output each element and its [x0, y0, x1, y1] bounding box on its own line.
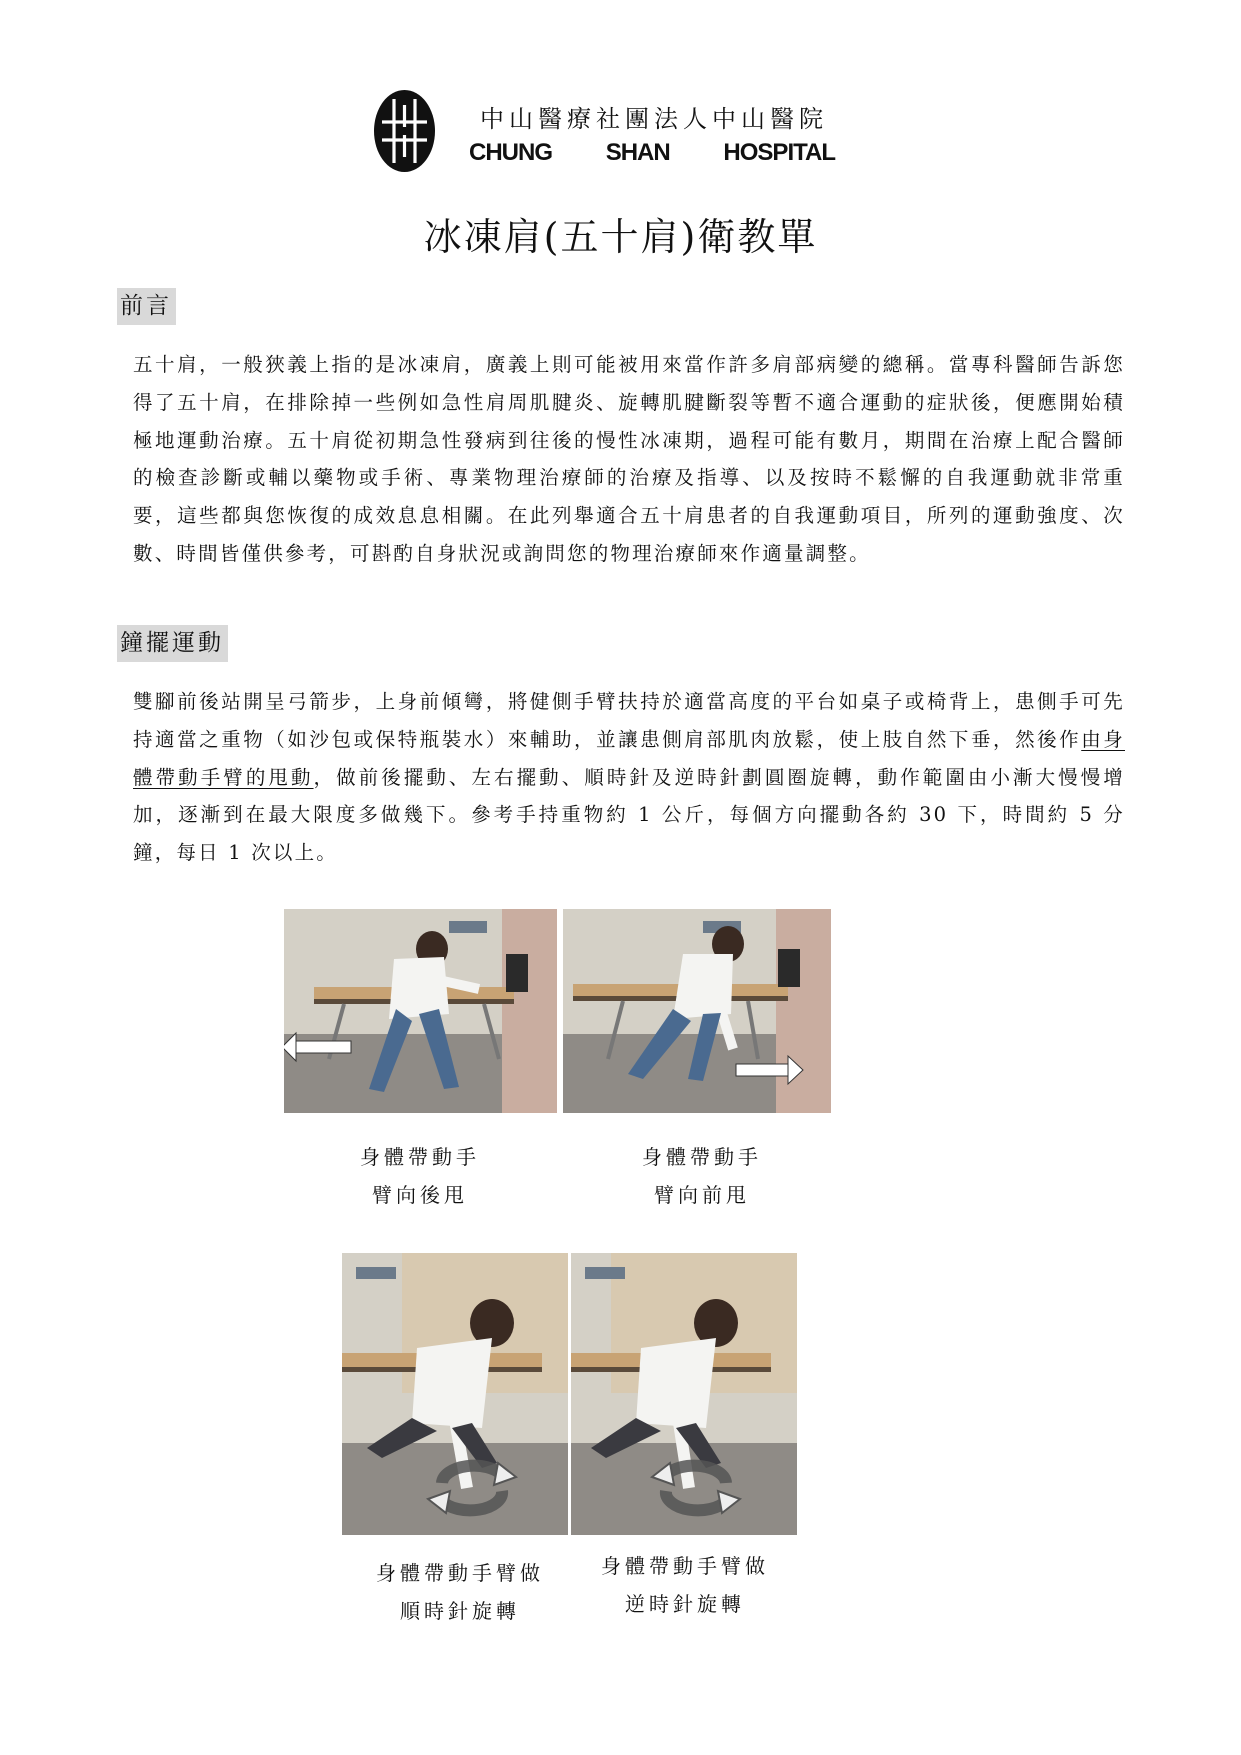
photo-rotate-clockwise: [342, 1253, 568, 1535]
caption-line: 臂向前甩: [654, 1183, 750, 1207]
caption-line: 臂向後甩: [372, 1183, 468, 1207]
hospital-name-word: HOSPITAL: [723, 139, 835, 166]
photo-swing-forward: [563, 909, 831, 1113]
hospital-name-chinese: 中山醫療社團法人中山醫院: [480, 105, 828, 133]
intro-paragraph: 五十肩，一般狹義上指的是冰凍肩，廣義上則可能被用來當作許多肩部病變的總稱。當專科醫師告訴您得了五十肩，在排除掉一些例如急性肩周肌腱炎、旋轉肌腱斷裂等暫不適合運動的症狀後，便應開始積極地運動治療。五十肩從初期急性發病到往後的慢性冰凍期，過程可能有數月，期間在治療上配合醫師的檢查診斷或輔以藥物或手術、專業物理治療師的治療及指導、以及按時不鬆懈的自我運動就非常重要，這些都與您恢復的成效息息相關。在此列舉適合五十肩患者的自我運動項目，所列的運動強度、次數、時間皆僅供參考，可斟酌自身狀況或詢問您的物理治療師來作適量調整。: [133, 353, 1125, 565]
pendulum-text: ，做前後擺動、左右擺動、順時針及逆時針劃圓圈旋轉，動作範圍由小漸大慢慢增加，逐漸到在最大限度多做幾下。參考手持重物約 1 公斤，每個方向擺動各約 30 下，時間約 5 分鐘，每日 1 次以上。: [133, 765, 1126, 865]
section-heading-intro: 前言: [117, 288, 176, 325]
caption-rotate-counterclockwise: [575, 1547, 795, 1623]
pendulum-text: 雙腳前後站開呈弓箭步，上身前傾彎，將健側手臂扶持於適當高度的平台如桌子或椅背上，患側手可先持適當之重物（如沙包或保特瓶裝水）來輔助，並讓患側肩部肌肉放鬆，使上肢自然下垂，然後作: [133, 690, 1125, 751]
document-title: 冰凍肩(五十肩)衛教單: [423, 215, 818, 259]
caption-line: 身體帶動手: [360, 1145, 480, 1169]
hospital-name-word: SHAN: [605, 139, 670, 166]
photo-swing-backward: [284, 909, 557, 1113]
caption-line: 逆時針旋轉: [625, 1592, 745, 1616]
caption-rotate-clockwise: [350, 1554, 570, 1630]
section-heading-pendulum: 鐘擺運動: [117, 625, 228, 662]
caption-swing-forward: [612, 1138, 792, 1214]
pendulum-paragraph: [133, 683, 1125, 872]
photo-rotate-counterclockwise: [571, 1253, 797, 1535]
caption-line: 順時針旋轉: [400, 1599, 520, 1623]
caption-line: 身體帶動手臂做: [601, 1554, 769, 1578]
pendulum-emphasis: 由身體帶動手臂的甩動: [133, 727, 1125, 789]
caption-swing-backward: [330, 1138, 510, 1214]
caption-line: 身體帶動手: [642, 1145, 762, 1169]
hospital-logo-icon: [373, 89, 436, 173]
hospital-name-english: [469, 139, 835, 167]
caption-line: 身體帶動手臂做: [376, 1561, 544, 1585]
hospital-name-word: CHUNG: [469, 139, 552, 166]
